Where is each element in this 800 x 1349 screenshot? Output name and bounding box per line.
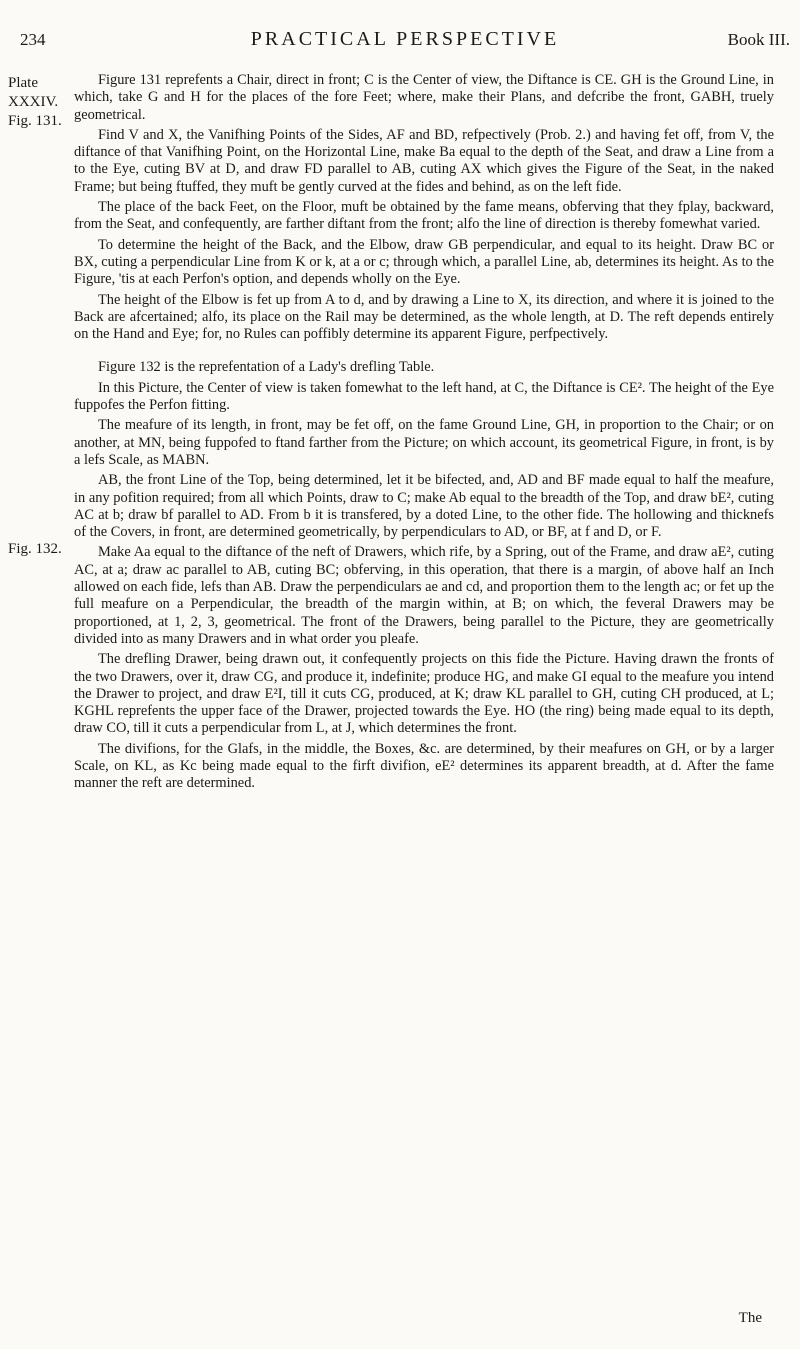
paragraph: Figure 131 reprefents a Chair, direct in front; C is the Center of view, the Diftance is CE. GH is the Ground Line, in which, take G and H for the places of the fore Feet; where, make their Plans, and defcribe the front, GABH, truely geometrical. [74, 72, 774, 123]
catchword: The [738, 1310, 762, 1326]
body-text [74, 72, 774, 796]
running-header [20, 28, 790, 58]
paragraph: To determine the height of the Back, and the Elbow, draw GB perpendicular, and equal to its height. Draw BC or BX, cuting a perpendicular Line from K or k, at a or c; through which, a parallel Line, ab, determines its height. As to the Figure, 'tis at each Perfon's option, and depends wholly on the Eye. [74, 236, 774, 288]
paragraph: The place of the back Feet, on the Floor, muft be obtained by the fame means, obferving that they fplay, backward, from the Seat, and confequently, are farther diftant from the front; alfo the line of direction is thereby fomewhat varied. [74, 199, 774, 233]
paragraph: AB, the front Line of the Top, being determined, let it be bifected, and, AD and BF made equal to half the meafure, in any pofition required; from all which Points, draw to C; make Ab equal to the breadth of the Top, and draw bE², cuting AC at b; draw bf parallel to AD. From b it is transfered, by a doted Line, to the other fide. The hollowing and thicknefs of the Covers, in front, are determined geometrically, by perpendiculars to AD, or BF, at f and D, or F. [74, 472, 774, 541]
paragraph: Find V and X, the Vanifhing Points of the Sides, AF and BD, refpectively (Prob. 2.) and having fet off, from V, the diftance of that Vanifhing Point, on the Horizontal Line, make Ba equal to the depth of the Seat, and draw a Line from a to the Eye, cuting BV at D, and draw FD parallel to AB, cuting AX which gives the Figure of the Seat, in the naked Frame; but being ftuffed, they muft be gently curved at the fides and behind, as on the left fide. [74, 126, 774, 195]
book-label: Book III. [727, 30, 790, 49]
figure-label-131: Fig. 131. [8, 113, 62, 129]
paragraph: Make Aa equal to the diftance of the neft of Drawers, which rife, by a Spring, out of the Frame, and draw aE², cuting AC, at a; draw ac parallel to AB, cuting BC; obferving, in this operation, that there is a margin, of above half an Inch allowed on each fide, lefs than AB. Draw the perpendiculars ae and cd, and proportion them to the length ac; or fet up the full meafure on a Perpendicular, the breadth of the margin within, at B; on which, the feveral Drawers may be proportioned, at 1, 2, 3, geometrical. The front of the Drawers, being parallel to the Picture, they are geometrically divided into as many Drawers and in what order you pleafe. [74, 544, 774, 647]
margin-plate [8, 74, 62, 131]
paragraph: The height of the Elbow is fet up from A to d, and by drawing a Line to X, its direction, and where it is joined to the Back are afcertained; alfo, its place on the Rail may be determined, as the whole length, at D. The reft depends entirely on the Hand and Eye; for, no Rules can poffibly determine its apparent Figure, perfpectively. [74, 291, 774, 343]
page-number: 234 [20, 30, 46, 49]
figure-label-132: Fig. 132. [8, 541, 62, 557]
paragraph: The meafure of its length, in front, may be fet off, on the fame Ground Line, GH, in proportion to the Chair; or on another, at MN, being fuppofed to ftand farther from the Picture; on which account, its geometrical Figure, in front, is by a lefs Scale, as MABN. [74, 417, 774, 468]
paragraph: In this Picture, the Center of view is taken fomewhat to the left hand, at C, the Diftance is CE². The height of the Eye fuppofes the Perfon fitting. [74, 379, 774, 414]
paragraph: The divifions, for the Glafs, in the middle, the Boxes, &c. are determined, by their meafures on GH, or by a larger Scale, on KL, as Kc being made equal to the firft divifion, eE² determines its apparent breadth, at d. After the fame manner the reft are determined. [74, 740, 774, 792]
plate-label: Plate [8, 75, 38, 91]
paragraph: The drefling Drawer, being drawn out, it confequently projects on this fide the Picture. Having drawn the fronts of the two Drawers, over it, draw CG, and produce it, indefinite; produce HG, and make GI equal to the meafure you intend the Drawer to project, and draw E²I, till it cuts CG, produced, at K; draw KL parallel to GH, cuting CH produced, at L; KGHL reprefents the upper face of the Drawer, projected towards the Eye. HO (the ring) being made equal to its depth, draw CO, till it cuts a perpendicular from L, at J, which determines the front. [74, 651, 774, 737]
running-title: PRACTICAL PERSPECTIVE [250, 28, 560, 50]
paragraph: Figure 132 is the reprefentation of a Lady's drefling Table. [98, 359, 435, 376]
plate-number: XXXIV. [8, 94, 59, 110]
